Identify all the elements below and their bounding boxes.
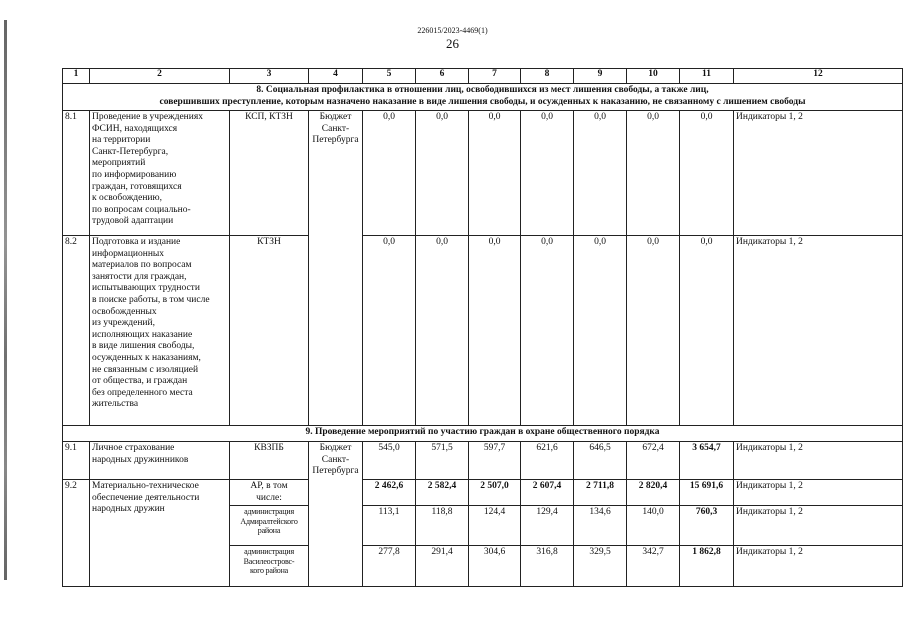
table-row <box>63 111 903 236</box>
name-line: Подготовка и издание <box>92 237 181 247</box>
value-cell: 0,0 <box>416 111 469 236</box>
value-cell: 304,6 <box>469 546 521 587</box>
value-cell: 597,7 <box>469 442 521 480</box>
name-line: Санкт-Петербурга, <box>92 146 169 157</box>
row-number: 8.2 <box>63 236 90 426</box>
value-cell: 329,5 <box>574 546 627 587</box>
name-line: обеспечение деятельности <box>92 492 200 503</box>
value-cell: 118,8 <box>416 506 469 546</box>
name-line: в поиске работы, в том числе <box>92 294 210 305</box>
funding-source <box>309 111 363 426</box>
value-cell: 672,4 <box>627 442 680 480</box>
value-cell: 342,7 <box>627 546 680 587</box>
header-cell: 11 <box>680 69 734 84</box>
name-line: граждан, готовящихся <box>92 181 182 192</box>
value-cell: 129,4 <box>521 506 574 546</box>
name-line: трудовой адаптации <box>92 216 174 227</box>
header-cell: 3 <box>230 69 309 84</box>
name-line: к освобождению, <box>92 193 162 204</box>
name-line: по вопросам социально- <box>92 204 191 215</box>
value-cell: 0,0 <box>627 236 680 426</box>
value-cell: 0,0 <box>627 111 680 236</box>
total-cell: 0,0 <box>680 111 734 236</box>
section-8-row <box>63 84 903 111</box>
name-line: народных дружинников <box>92 454 189 465</box>
name-line: из учреждений, <box>92 318 155 329</box>
executor-line: АР, в том <box>250 481 288 491</box>
indicators: Индикаторы 1, 2 <box>734 546 903 587</box>
total-cell: 0,0 <box>680 236 734 426</box>
name-line: исполняющих наказание <box>92 329 193 340</box>
activity-name <box>90 236 230 426</box>
value-cell: 0,0 <box>469 111 521 236</box>
value-cell: 2 820,4 <box>627 480 680 506</box>
source-line: Бюджет <box>319 112 352 122</box>
indicators: Индикаторы 1, 2 <box>734 442 903 480</box>
name-line: информационных <box>92 248 165 259</box>
document-number: 226015/2023-4469(1) <box>417 26 488 35</box>
executor <box>230 480 309 506</box>
funding-source <box>309 442 363 587</box>
indicators: Индикаторы 1, 2 <box>734 111 903 236</box>
value-cell: 0,0 <box>521 236 574 426</box>
executor: КВЗПБ <box>230 442 309 480</box>
name-line: в виде лишения свободы, <box>92 341 195 352</box>
name-line: не связанным с изоляцией <box>92 364 199 375</box>
name-line: мероприятий <box>92 158 146 169</box>
value-cell: 0,0 <box>574 111 627 236</box>
header-cell: 7 <box>469 69 521 84</box>
name-line: жительства <box>92 399 139 410</box>
activity-name <box>90 480 230 587</box>
value-cell: 0,0 <box>574 236 627 426</box>
name-line: ФСИН, находящихся <box>92 123 178 134</box>
executor-line: кого района <box>249 566 289 575</box>
executor: КТЗН <box>230 236 309 426</box>
name-line: Личное страхование <box>92 443 175 453</box>
name-line: освобожденных <box>92 306 157 317</box>
header-cell: 5 <box>363 69 416 84</box>
header-cell: 8 <box>521 69 574 84</box>
value-cell: 0,0 <box>363 236 416 426</box>
value-cell: 140,0 <box>627 506 680 546</box>
value-cell: 0,0 <box>363 111 416 236</box>
name-line: осужденных к наказаниям, <box>92 352 201 363</box>
name-line: материалов по вопросам <box>92 260 192 271</box>
value-cell: 291,4 <box>416 546 469 587</box>
value-cell: 124,4 <box>469 506 521 546</box>
value-cell: 646,5 <box>574 442 627 480</box>
header-cell: 10 <box>627 69 680 84</box>
source-line: Петербурга <box>312 466 359 477</box>
source-line: Петербурга <box>312 135 359 146</box>
header-cell: 1 <box>63 69 90 84</box>
executor: КСП, КТЗН <box>230 111 309 236</box>
value-cell: 545,0 <box>363 442 416 480</box>
value-cell: 2 507,0 <box>469 480 521 506</box>
header-cell: 9 <box>574 69 627 84</box>
executor-line: Василеостровс- <box>243 556 295 566</box>
total-cell: 15 691,6 <box>680 480 734 506</box>
name-line: Материально-техническое <box>92 481 199 491</box>
name-line: на территории <box>92 135 151 146</box>
source-line: Санкт- <box>321 454 350 465</box>
value-cell: 2 607,4 <box>521 480 574 506</box>
name-line: занятости для граждан, <box>92 271 187 282</box>
section-8-title <box>63 84 903 111</box>
row-number: 9.1 <box>63 442 90 480</box>
value-cell: 571,5 <box>416 442 469 480</box>
indicators: Индикаторы 1, 2 <box>734 236 903 426</box>
executor-line: администрация <box>244 547 294 557</box>
header-cell: 2 <box>90 69 230 84</box>
total-cell: 760,3 <box>680 506 734 546</box>
value-cell: 0,0 <box>416 236 469 426</box>
row-number: 8.1 <box>63 111 90 236</box>
section-8-title-line: 8. Социальная профилактика в отношении лиц, освободившихся из мест лишения свободы, а также лиц, <box>256 85 709 95</box>
name-line: Проведение в учреждениях <box>92 112 203 122</box>
value-cell: 0,0 <box>469 236 521 426</box>
program-table <box>62 68 903 587</box>
section-9-row <box>63 426 903 442</box>
executor-line: Адмиралтейского <box>240 516 298 526</box>
indicators: Индикаторы 1, 2 <box>734 506 903 546</box>
activity-name <box>90 111 230 236</box>
page-number: 26 <box>446 36 459 51</box>
table-row <box>63 442 903 480</box>
indicators: Индикаторы 1, 2 <box>734 480 903 506</box>
total-cell: 3 654,7 <box>680 442 734 480</box>
scan-edge-mark <box>4 20 7 580</box>
executor-line: числе: <box>256 492 282 503</box>
table-row <box>63 480 903 506</box>
value-cell: 2 711,8 <box>574 480 627 506</box>
value-cell: 316,8 <box>521 546 574 587</box>
source-line: Бюджет <box>319 443 352 453</box>
name-line: без определенного места <box>92 387 193 398</box>
executor <box>230 506 309 546</box>
value-cell: 2 462,6 <box>363 480 416 506</box>
executor-line: администрация <box>244 507 294 517</box>
value-cell: 277,8 <box>363 546 416 587</box>
header-cell: 12 <box>734 69 903 84</box>
value-cell: 113,1 <box>363 506 416 546</box>
header-cell: 4 <box>309 69 363 84</box>
name-line: по информированию <box>92 169 177 180</box>
value-cell: 2 582,4 <box>416 480 469 506</box>
header-row <box>63 69 903 84</box>
table-row <box>63 236 903 426</box>
value-cell: 0,0 <box>521 111 574 236</box>
source-line: Санкт- <box>321 123 350 134</box>
total-cell: 1 862,8 <box>680 546 734 587</box>
name-line: народных дружин <box>92 504 165 515</box>
section-9-title: 9. Проведение мероприятий по участию граждан в охране общественного порядка <box>63 426 903 442</box>
value-cell: 621,6 <box>521 442 574 480</box>
activity-name <box>90 442 230 480</box>
header-cell: 6 <box>416 69 469 84</box>
value-cell: 134,6 <box>574 506 627 546</box>
name-line: испытывающих трудности <box>92 283 200 294</box>
row-number: 9.2 <box>63 480 90 587</box>
executor-line: района <box>257 526 281 535</box>
section-8-title-line: совершивших преступление, которым назначено наказание в виде лишения свободы, и осужденных к наказанию, не связанному с лишением свободы <box>159 96 806 107</box>
name-line: от общества, и граждан <box>92 376 188 387</box>
executor <box>230 546 309 587</box>
